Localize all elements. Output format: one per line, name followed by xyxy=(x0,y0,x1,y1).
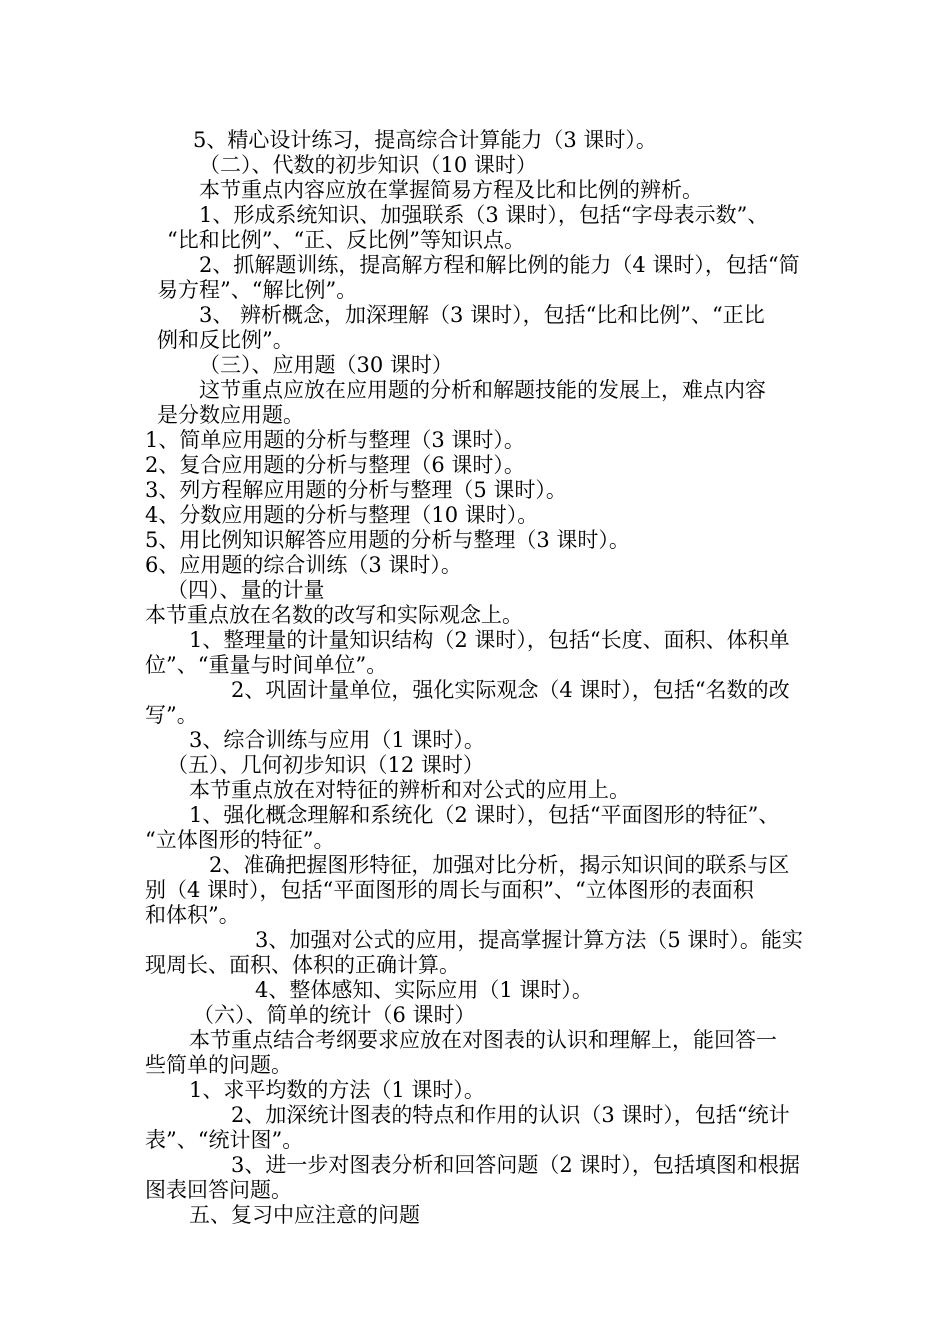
text-line: 5、精心设计练习，提高综合计算能力（3 课时）。 xyxy=(193,128,657,152)
text-line: 3、综合训练与应用（1 课时）。 xyxy=(189,728,485,752)
text-line: 图表回答问题。 xyxy=(145,1178,292,1202)
text-line: 位”、“重量与时间单位”。 xyxy=(145,653,388,677)
text-line: 这节重点应放在应用题的分析和解题技能的发展上，难点内容 xyxy=(199,378,766,402)
text-line: 表”、“统计图”。 xyxy=(145,1128,304,1152)
text-line: 本节重点结合考纲要求应放在对图表的认识和理解上，能回答一 xyxy=(189,1028,777,1052)
text-line: 1、强化概念理解和系统化（2 课时），包括“平面图形的特征”、 xyxy=(189,803,780,827)
text-line: 3、加强对公式的应用，提高掌握计算方法（5 课时）。能实 xyxy=(255,928,803,952)
text-line: 1、求平均数的方法（1 课时）。 xyxy=(189,1078,485,1102)
text-line: 是分数应用题。 xyxy=(157,403,304,427)
section-heading: （四）、量的计量 xyxy=(167,578,325,602)
text-line: 2、巩固计量单位，强化实际观念（4 课时），包括“名数的改 xyxy=(231,678,790,702)
section-heading: （二）、代数的初步知识（10 课时） xyxy=(199,153,537,177)
list-item: 3、列方程解应用题的分析与整理（5 课时）。 xyxy=(145,478,567,502)
list-item: 4、分数应用题的分析与整理（10 课时）。 xyxy=(145,503,539,527)
text-line: 2、准确把握图形特征，加强对比分析，揭示知识间的联系与区 xyxy=(209,853,790,877)
text-line: 1、整理量的计量知识结构（2 课时），包括“长度、面积、体积单 xyxy=(189,628,790,652)
text-line: 写”。 xyxy=(145,703,198,727)
text-line: 本节重点放在名数的改写和实际观念上。 xyxy=(145,603,523,627)
list-item: 6、应用题的综合训练（3 课时）。 xyxy=(145,553,462,577)
text-line: 和体积”。 xyxy=(145,903,240,927)
text-line: 本节重点放在对特征的辨析和对公式的应用上。 xyxy=(189,778,630,802)
text-line: 例和反比例”。 xyxy=(157,328,294,352)
text-line: “立体图形的特征”。 xyxy=(145,828,335,852)
text-line: 2、加深统计图表的特点和作用的认识（3 课时），包括“统计 xyxy=(231,1103,790,1127)
list-item: 5、用比例知识解答应用题的分析与整理（3 课时）。 xyxy=(145,528,630,552)
list-item: 1、简单应用题的分析与整理（3 课时）。 xyxy=(145,428,525,452)
section-heading: （三）、应用题（30 课时） xyxy=(199,353,453,377)
text-line: “比和比例”、“正、反比例”等知识点。 xyxy=(167,228,525,252)
text-line: 别（4 课时），包括“平面图形的周长与面积”、“立体图形的表面积 xyxy=(145,878,754,902)
text-line: 本节重点内容应放在掌握简易方程及比和比例的辨析。 xyxy=(199,178,703,202)
section-heading: 五、复习中应注意的问题 xyxy=(189,1203,420,1227)
text-line: 3、进一步对图表分析和回答问题（2 课时），包括填图和根据 xyxy=(231,1153,800,1177)
text-line: 1、形成系统知识、加强联系（3 课时），包括“字母表示数”、 xyxy=(199,203,769,227)
text-line: 2、抓解题训练，提高解方程和解比例的能力（4 课时），包括“简 xyxy=(199,253,800,277)
list-item: 2、复合应用题的分析与整理（6 课时）。 xyxy=(145,453,525,477)
text-line: 现周长、面积、体积的正确计算。 xyxy=(145,953,460,977)
text-line: 些简单的问题。 xyxy=(145,1053,292,1077)
section-heading: （五）、几何初步知识（12 课时） xyxy=(167,753,484,777)
text-line: 易方程”、“解比例”。 xyxy=(157,278,358,302)
section-heading: （六）、简单的统计（6 课时） xyxy=(193,1003,476,1027)
text-line: 4、整体感知、实际应用（1 课时）。 xyxy=(255,978,593,1002)
text-line: 3、 辨析概念，加深理解（3 课时），包括“比和比例”、“正比 xyxy=(199,303,765,327)
